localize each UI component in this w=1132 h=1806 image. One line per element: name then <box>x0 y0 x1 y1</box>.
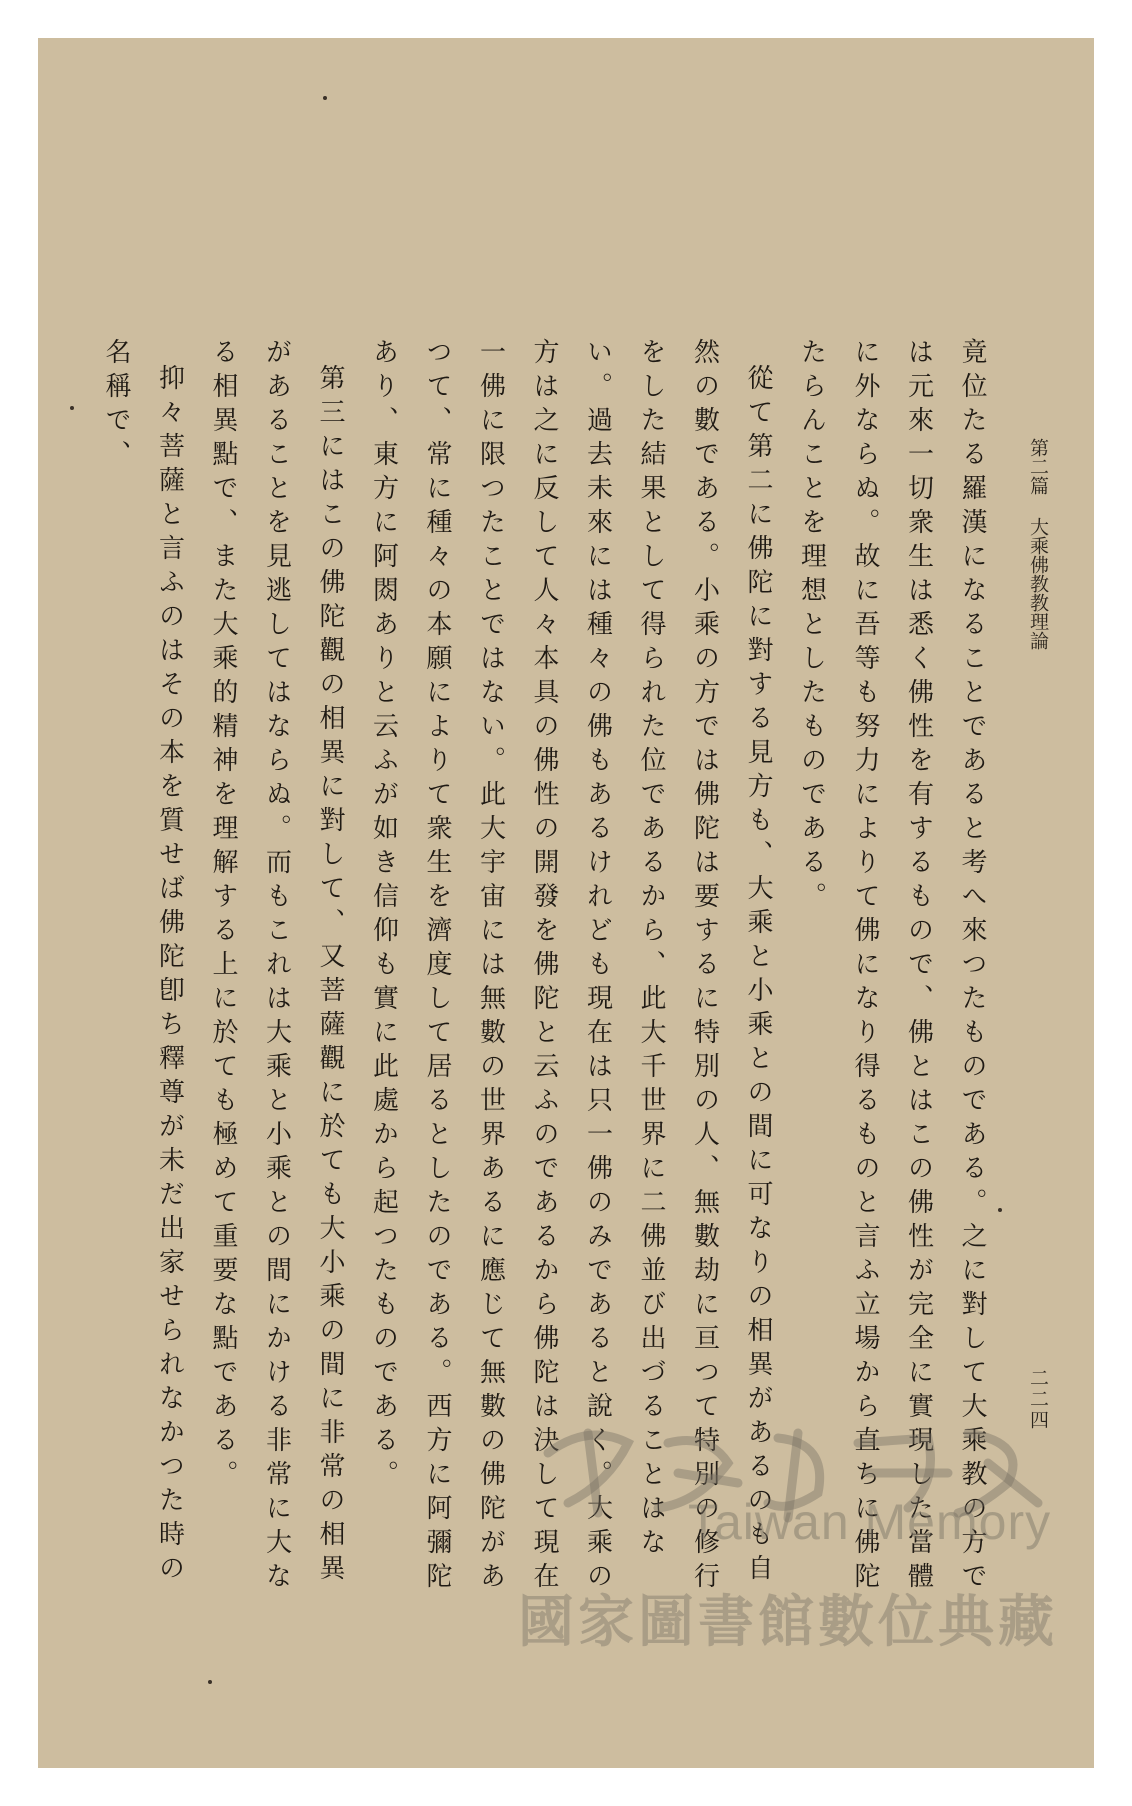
paragraph: 抑々菩薩と言ふのはその本を質せば佛陀卽ち釋尊が未だ出家せられなかつた時の名稱で、 <box>101 338 185 1588</box>
paper-speck <box>208 1680 212 1684</box>
paper-speck <box>70 406 74 410</box>
running-title: 大乘佛教教理論 <box>1027 517 1049 650</box>
body-text <box>101 338 998 1618</box>
page-number: 二二四 <box>1027 1368 1049 1431</box>
paragraph: 第三にはこの佛陀觀の相異に對して、又菩薩觀に於ても大小乘の間に非常の相異があることを見逃してはならぬ。而もこれは大乘と小乘との間にかける非常に大なる相異點で、また大乘的精神を理解する上に於ても極めて重要な點である。 <box>208 338 345 1596</box>
paragraph: 從て第二に佛陀に對する見方も、大乘と小乘との間に可なりの相異があるのも自然の數である。小乘の方では佛陀は要するに特別の人、無數劫に亘つて特別の修行をした結果として得られた位であるから、此大千世界に二佛並び出づることはない。過去未來には種々の佛もあるけれども現在は只一佛のみであると說く。大乘の方は之に反して人々本具の佛性の開發を佛陀と云ふのであるから佛陀は決して現在一佛に限つたことではない。此大宇宙には無數の世界あるに應じて無數の佛陀があつて、常に種々の本願によりて衆生を濟度して居るとしたのである。西方に阿彌陀あり、東方に阿閦ありと云ふが如き信仰も實に此處から起つたものである。 <box>368 338 773 1596</box>
section-label: 第二篇 <box>1027 438 1049 495</box>
watermark-english: Taiwan Memory <box>688 1494 1052 1550</box>
paper-speck <box>998 1208 1002 1212</box>
running-header <box>1023 438 1053 650</box>
paper-speck <box>323 96 327 100</box>
book-page <box>38 38 1094 1768</box>
paragraph: 竟位たる羅漢になることであると考へ來つたものである。之に對して大乘教の方では元來一切衆生は悉く佛性を有するもので、佛とはこの佛性が完全に實現した當體に外ならぬ。故に吾等も努力によりて佛になり得るものと言ふ立場から直ちに佛陀たらんことを理想としたものである。 <box>796 338 987 1596</box>
watermark-chinese: 國家圖書館數位典藏 <box>518 1590 1058 1655</box>
